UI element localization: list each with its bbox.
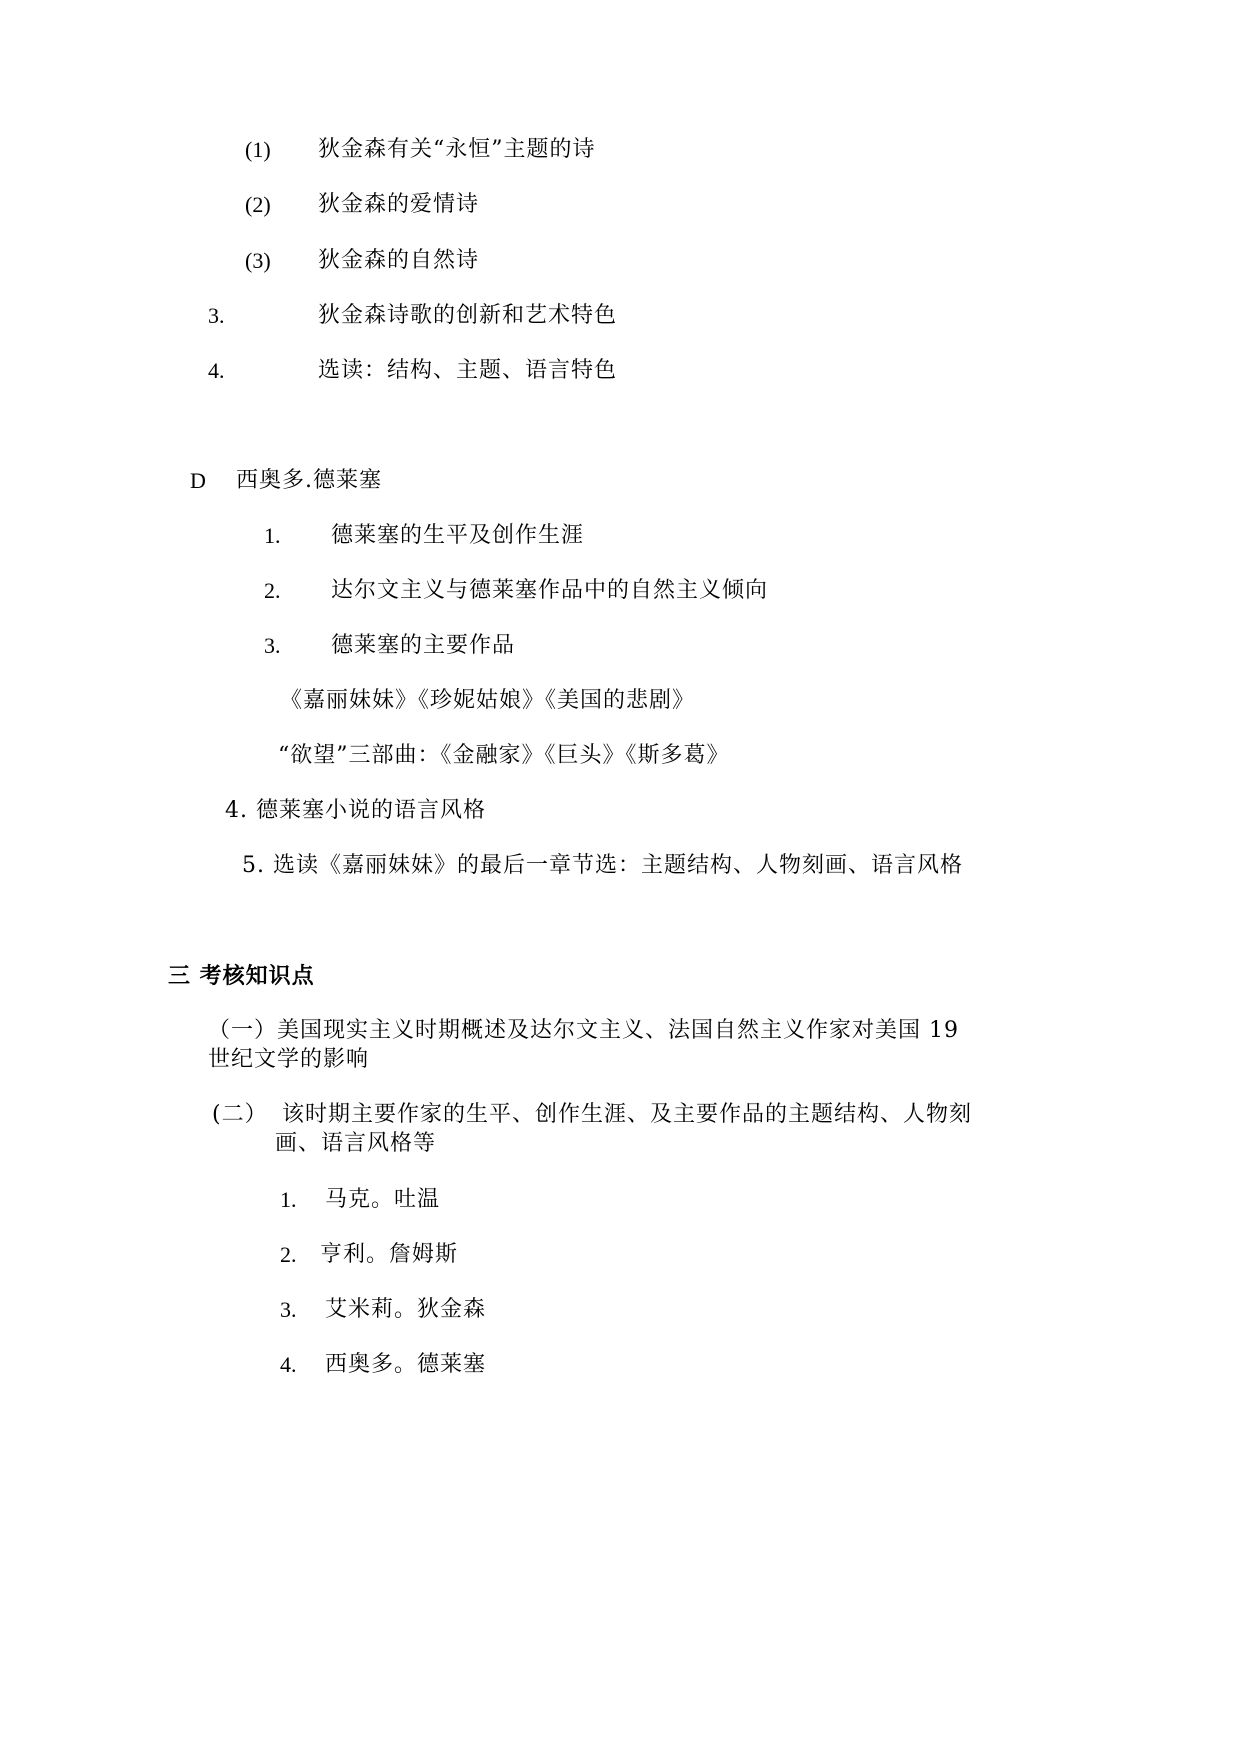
item-text: 4. 德莱塞小说的语言风格 (225, 798, 486, 823)
poem-number: (1) (245, 137, 271, 162)
item-number: 3. (208, 303, 225, 328)
works-list: 《嘉丽妹妹》《珍妮姑娘》《美国的悲剧》 (280, 688, 696, 713)
poem-topic: 狄金森有关“永恒”主题的诗 (318, 137, 596, 162)
author-number: 3. (280, 1297, 297, 1322)
author-number: 1. (280, 1187, 297, 1212)
poem-topic: 狄金森的爱情诗 (318, 192, 480, 217)
item-text: 德莱塞的生平及创作生涯 (331, 523, 585, 548)
item-text: 狄金森诗歌的创新和艺术特色 (318, 303, 618, 328)
author-number: 2. (280, 1242, 297, 1267)
item-number: 1. (264, 523, 281, 548)
item-text: 选读：结构、主题、语言特色 (318, 358, 618, 383)
exam-point-line: （一）美国现实主义时期概述及达尔文主义、法国自然主义作家对美国 19 (208, 1018, 959, 1043)
item-text: 5. 选读《嘉丽妹妹》的最后一章节选：主题结构、人物刻画、语言风格 (242, 853, 963, 878)
exam-point-line: 世纪文学的影响 (208, 1047, 370, 1072)
item-number: 2. (264, 578, 281, 603)
poem-number: (2) (245, 192, 271, 217)
section-letter: D (190, 468, 206, 493)
item-text: 达尔文主义与德莱塞作品中的自然主义倾向 (331, 578, 769, 603)
author-name: 艾米莉。狄金森 (325, 1297, 487, 1322)
exam-point-label: (二） (212, 1102, 268, 1127)
author-name: 马克。吐温 (325, 1187, 441, 1212)
item-text: 德莱塞的主要作品 (331, 633, 516, 658)
author-number: 4. (280, 1352, 297, 1377)
item-number: 4. (208, 358, 225, 383)
author-name: 西奥多。德莱塞 (325, 1352, 487, 1377)
poem-number: (3) (245, 248, 271, 273)
works-list: “欲望”三部曲：《金融家》《巨头》《斯多葛》 (278, 743, 730, 768)
poem-topic: 狄金森的自然诗 (318, 248, 480, 273)
section-title: 西奥多.德莱塞 (236, 468, 382, 493)
exam-point-line: 画、语言风格等 (275, 1131, 437, 1156)
author-name: 亨利。詹姆斯 (320, 1242, 459, 1267)
section-heading: 三 考核知识点 (168, 963, 315, 989)
item-number: 3. (264, 633, 281, 658)
exam-point-line: 该时期主要作家的生平、创作生涯、及主要作品的主题结构、人物刻 (282, 1102, 973, 1127)
